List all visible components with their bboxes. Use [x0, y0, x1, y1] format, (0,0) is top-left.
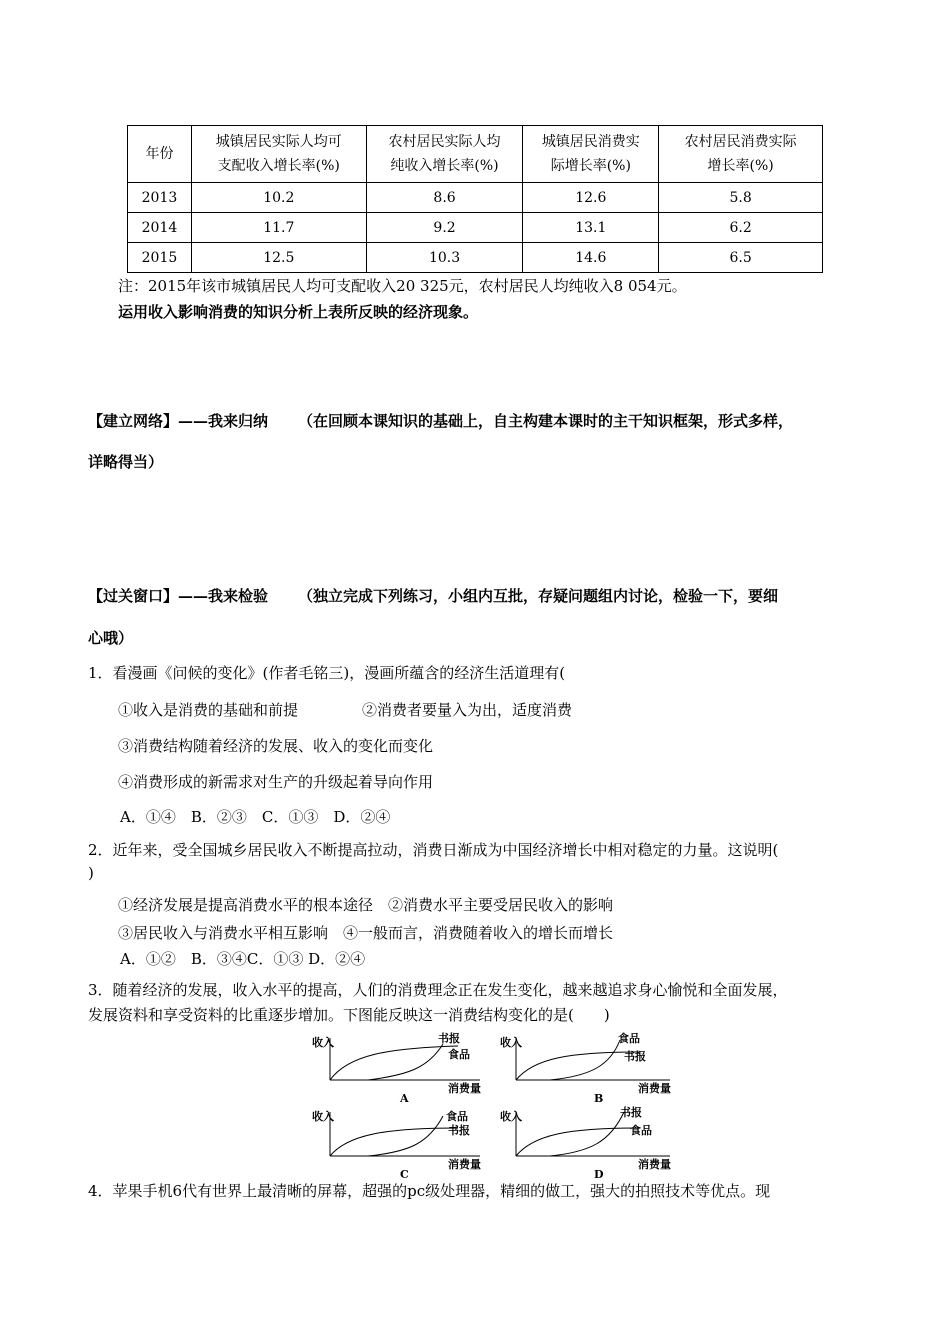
checkpoint-title: 【过关窗口】——我来检验	[88, 587, 269, 605]
graph-letter: A	[400, 1092, 409, 1104]
cell-value: 12.6	[523, 183, 659, 213]
checkpoint-desc: （独立完成下列练习，小组内互批，存疑问题组内讨论，检验一下，要细	[298, 587, 779, 605]
cell-value: 5.8	[659, 183, 823, 213]
header-year	[128, 126, 192, 183]
network-title: 【建立网络】——我来归纳	[88, 412, 269, 430]
q1-stem: 1．看漫画《问候的变化》(作者毛铭三)，漫画所蕴含的经济生活道理有(	[88, 664, 566, 682]
curve-top	[368, 1116, 443, 1156]
table-row	[128, 213, 823, 243]
table-note: 注：2015年该市城镇居民人均可支配收入20 325元，农村居民人均纯收入8 054元。	[118, 277, 687, 295]
q4-stem: 4．苹果手机6代有世界上最清晰的屏幕，超强的pc级处理器，精细的做工，强大的拍照技术等优点。现	[88, 1182, 771, 1200]
cell-year: 2014	[128, 213, 192, 243]
table-row	[128, 183, 823, 213]
q2-stem: 2．近年来，受全国城乡居民收入不断提高拉动，消费日渐成为中国经济增长中相对稳定的力量。这说明(	[88, 841, 779, 859]
checkpoint-desc-cont: 心哦）	[88, 629, 134, 647]
header-text: 农村居民实际人均	[388, 134, 501, 150]
graph-letter: B	[594, 1092, 604, 1104]
curve-label-bottom: 书报	[448, 1124, 470, 1137]
curve-label-top: 书报	[438, 1032, 460, 1045]
graph-d	[500, 1104, 680, 1180]
header-rural-consumption	[659, 126, 823, 183]
data-table	[127, 125, 823, 273]
header-rural-income	[366, 126, 523, 183]
network-desc: （在回顾本课知识的基础上，自主构建本课时的主干知识框架，形式多样，	[298, 412, 794, 430]
header-text: 纯收入增长率(%)	[390, 158, 499, 174]
q1-option-3: ③消费结构随着经济的发展、收入的变化而变化	[118, 737, 434, 755]
network-section-title	[88, 410, 793, 431]
x-label: 消费量	[448, 1082, 481, 1095]
q2-statements-2: ③居民收入与消费水平相互影响 ④一般而言，消费随着收入的增长而增长	[118, 924, 614, 942]
cell-value: 14.6	[523, 243, 659, 273]
q1-option-4: ④消费形成的新需求对生产的升级起着导向作用	[118, 773, 434, 791]
curve-label-top: 食品	[446, 1110, 468, 1123]
cell-value: 6.2	[659, 213, 823, 243]
cell-value: 8.6	[366, 183, 523, 213]
cell-year: 2013	[128, 183, 192, 213]
header-text: 城镇居民消费实	[541, 134, 640, 150]
q2-choices: A．①② B．③④C．①③ D．②④	[120, 950, 366, 968]
q3-stem-cont: 发展资料和享受资料的比重逐步增加。下图能反映这一消费结构变化的是( )	[88, 1006, 610, 1024]
table-row	[128, 243, 823, 273]
curve-label-top: 食品	[618, 1032, 640, 1045]
curve-top	[550, 1040, 620, 1080]
cell-value: 10.3	[366, 243, 523, 273]
graph-b	[500, 1030, 680, 1104]
task-prompt: 运用收入影响消费的知识分析上表所反映的经济现象。	[118, 303, 479, 321]
q3-stem: 3．随着经济的发展，收入水平的提高，人们的消费理念正在发生变化，越来越追求身心愉悦和全面发展，	[88, 981, 788, 999]
q1-option-1: ①收入是消费的基础和前提	[118, 701, 299, 719]
q2-statements-1: ①经济发展是提高消费水平的根本途径 ②消费水平主要受居民收入的影响	[118, 896, 614, 914]
y-label: 收入	[500, 1036, 522, 1049]
cell-value: 13.1	[523, 213, 659, 243]
header-urban-income	[191, 126, 366, 183]
graph-c	[308, 1104, 488, 1180]
x-label: 消费量	[638, 1082, 671, 1095]
graph-letter: C	[400, 1168, 409, 1180]
cell-year: 2015	[128, 243, 192, 273]
q2-stem-tail: )	[88, 864, 94, 882]
header-text: 际增长率(%)	[550, 158, 631, 174]
header-text: 农村居民消费实际	[684, 134, 797, 150]
curve-bottom	[330, 1046, 458, 1080]
curve-top	[550, 1112, 624, 1156]
y-label: 收入	[312, 1110, 334, 1123]
x-label: 消费量	[638, 1158, 671, 1171]
curve-bottom	[516, 1128, 640, 1156]
curve-label-bottom: 书报	[624, 1050, 646, 1063]
header-text: 支配收入增长率(%)	[217, 158, 340, 174]
cell-value: 10.2	[191, 183, 366, 213]
curve-label-top: 书报	[620, 1106, 642, 1119]
header-text: 增长率(%)	[707, 158, 774, 174]
cell-value: 6.5	[659, 243, 823, 273]
y-label: 收入	[312, 1036, 334, 1049]
x-label: 消费量	[448, 1158, 481, 1171]
network-desc-cont: 详略得当）	[88, 453, 164, 471]
cell-value: 11.7	[191, 213, 366, 243]
cell-value: 9.2	[366, 213, 523, 243]
curve-label-bottom: 食品	[448, 1048, 470, 1061]
graph-a	[308, 1030, 488, 1104]
graph-letter: D	[594, 1168, 604, 1180]
cell-value: 12.5	[191, 243, 366, 273]
curve-label-bottom: 食品	[630, 1124, 652, 1137]
curve-bottom	[516, 1052, 640, 1080]
header-urban-consumption	[523, 126, 659, 183]
y-label: 收入	[500, 1110, 522, 1123]
header-text: 年份	[145, 146, 174, 162]
header-text: 城镇居民实际人均可	[215, 134, 342, 150]
q1-option-2: ②消费者要量入为出，适度消费	[362, 701, 573, 719]
checkpoint-section-title	[88, 585, 778, 606]
q1-choices: A．①④ B．②③ C．①③ D．②④	[120, 808, 391, 826]
table-header-row	[128, 126, 823, 183]
